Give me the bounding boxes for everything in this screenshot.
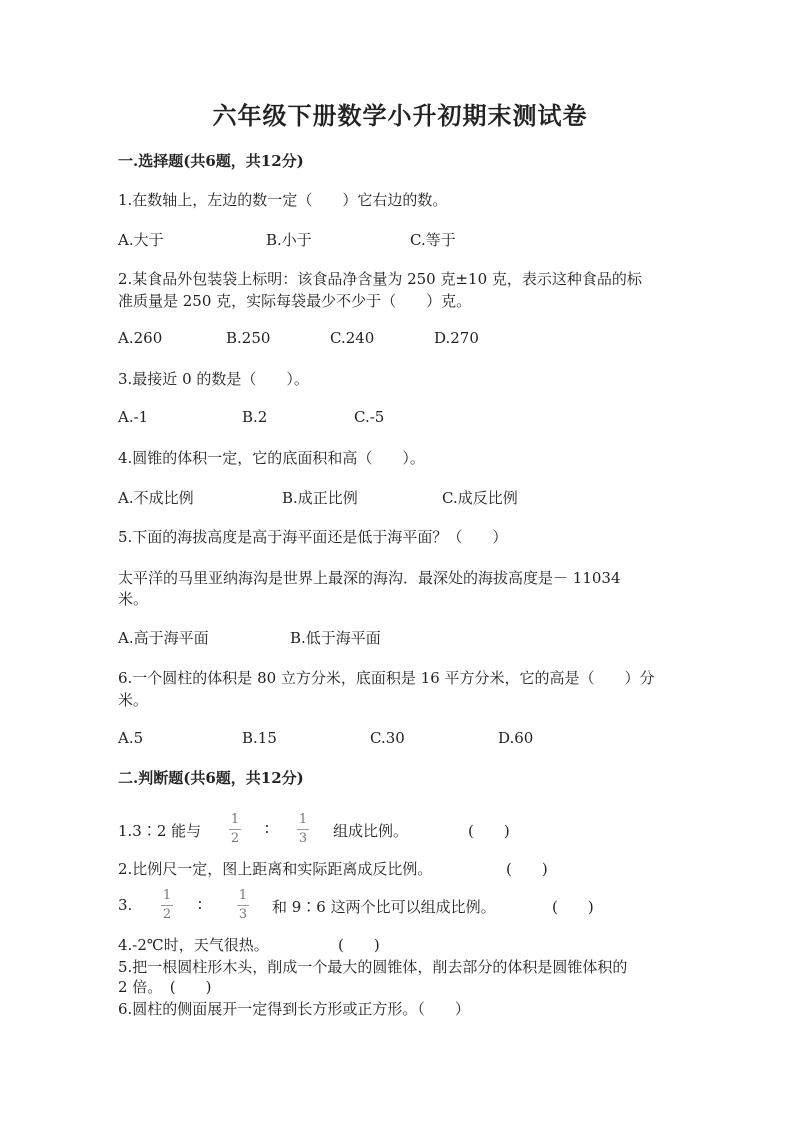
question-2-text-line2: 准质量是 250 克，实际每袋最少不少于（ ）克。 bbox=[118, 292, 472, 310]
judgment-3-suffix: 和 9∶6 这两个比可以组成比例。 bbox=[272, 898, 496, 916]
question-1-option-c: C.等于 bbox=[410, 231, 456, 249]
judgment-3-fraction-a bbox=[157, 889, 177, 922]
fraction-denominator: 2 bbox=[162, 907, 172, 922]
question-6-text-line1: 6.一个圆柱的体积是 80 立方分米，底面积是 16 平方分米，它的高是（ ）分 bbox=[118, 669, 655, 687]
question-2-option-c: C.240 bbox=[330, 329, 375, 347]
question-5-passage-line1: 太平洋的马里亚纳海沟是世界上最深的海沟．最深处的海拔高度是－ 11034 bbox=[118, 569, 621, 587]
judgment-1-suffix: 组成比例。 bbox=[333, 822, 409, 840]
judgment-6-text: 6.圆柱的侧面展开一定得到长方形或正方形。（ ） bbox=[118, 1000, 470, 1018]
question-5-passage-line2: 米。 bbox=[118, 590, 149, 608]
question-4-option-a: A.不成比例 bbox=[118, 489, 194, 507]
question-2-option-a: A.260 bbox=[118, 329, 163, 347]
judgment-5-text-line2: 2 倍。 ( ) bbox=[118, 978, 212, 996]
question-4-option-c: C.成反比例 bbox=[442, 489, 518, 507]
fraction-bar bbox=[229, 829, 241, 830]
question-1-option-a: A.大于 bbox=[118, 231, 164, 249]
question-3-text: 3.最接近 0 的数是（ ）。 bbox=[118, 370, 309, 388]
question-6-option-c: C.30 bbox=[370, 729, 405, 747]
fraction-denominator: 2 bbox=[230, 831, 240, 846]
section-heading-judgment: 二.判断题(共6题，共12分) bbox=[118, 769, 304, 787]
fraction-numerator: 1 bbox=[230, 812, 240, 827]
judgment-1-answer-blank: ( ) bbox=[468, 822, 510, 840]
question-5-option-a: A.高于海平面 bbox=[118, 629, 209, 647]
question-2-option-d: D.270 bbox=[434, 329, 479, 347]
judgment-5-text-line1: 5.把一根圆柱形木头，削成一个最大的圆锥体，削去部分的体积是圆锥体积的 bbox=[118, 958, 628, 976]
question-6-option-b: B.15 bbox=[242, 729, 277, 747]
question-6-text-line2: 米。 bbox=[118, 691, 149, 709]
question-1-option-b: B.小于 bbox=[266, 231, 312, 249]
question-3-option-c: C.-5 bbox=[354, 408, 385, 426]
fraction-denominator: 3 bbox=[298, 831, 308, 846]
judgment-4-answer-blank: ( ) bbox=[338, 936, 380, 954]
question-2-text-line1: 2.某食品外包装袋上标明：该食品净含量为 250 克±10 克，表示这种食品的标 bbox=[118, 270, 642, 288]
page-title: 六年级下册数学小升初期末测试卷 bbox=[212, 101, 588, 130]
judgment-1-fraction-b bbox=[293, 813, 313, 846]
judgment-3-answer-blank: ( ) bbox=[552, 898, 594, 916]
fraction-numerator: 1 bbox=[298, 812, 308, 827]
fraction-bar bbox=[297, 829, 309, 830]
judgment-3-fraction-b bbox=[233, 889, 253, 922]
question-5-text: 5.下面的海拔高度是高于海平面还是低于海平面？（ ） bbox=[118, 528, 508, 546]
judgment-1-fraction-a bbox=[225, 813, 245, 846]
fraction-numerator: 1 bbox=[162, 888, 172, 903]
judgment-3-prefix: 3. bbox=[118, 896, 133, 914]
question-4-text: 4.圆锥的体积一定，它的底面积和高（ ）。 bbox=[118, 449, 425, 467]
judgment-2-answer-blank: ( ) bbox=[506, 860, 548, 878]
judgment-2-text: 2.比例尺一定，图上距离和实际距离成反比例。 bbox=[118, 860, 433, 878]
question-6-option-a: A.5 bbox=[118, 729, 144, 747]
fraction-numerator: 1 bbox=[238, 888, 248, 903]
judgment-1-colon: ∶ bbox=[265, 820, 269, 838]
fraction-bar bbox=[237, 905, 249, 906]
question-3-option-b: B.2 bbox=[242, 408, 268, 426]
question-2-option-b: B.250 bbox=[226, 329, 271, 347]
fraction-bar bbox=[161, 905, 173, 906]
question-1-text: 1.在数轴上，左边的数一定（ ）它右边的数。 bbox=[118, 191, 448, 209]
question-3-option-a: A.-1 bbox=[118, 408, 149, 426]
judgment-3-colon: ∶ bbox=[198, 896, 202, 914]
question-6-option-d: D.60 bbox=[498, 729, 534, 747]
fraction-denominator: 3 bbox=[238, 907, 248, 922]
question-4-option-b: B.成正比例 bbox=[282, 489, 358, 507]
judgment-1-prefix: 1.3∶2 能与 bbox=[118, 822, 202, 840]
section-heading-choice: 一.选择题(共6题，共12分) bbox=[118, 152, 304, 170]
question-5-option-b: B.低于海平面 bbox=[290, 629, 381, 647]
judgment-4-text: 4.-2℃时，天气很热。 bbox=[118, 936, 269, 954]
